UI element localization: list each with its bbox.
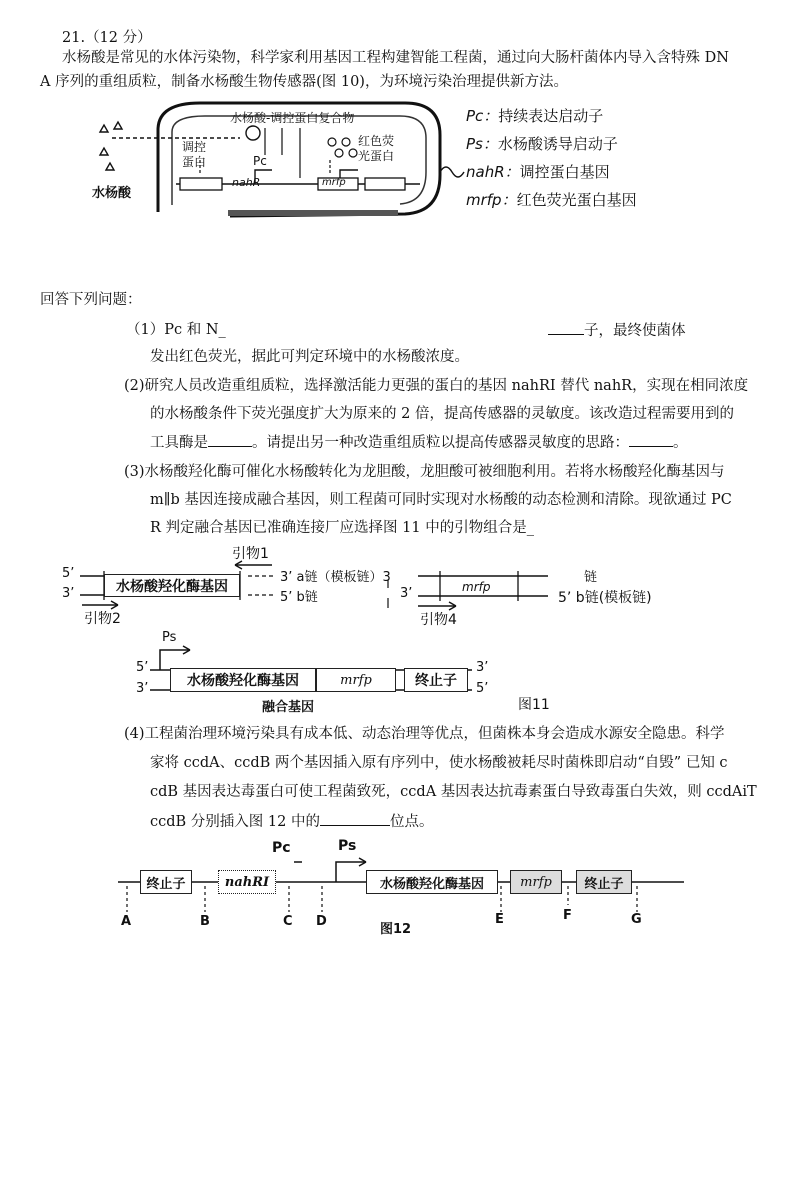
regulator-protein-label: 调控 蛋白 <box>182 140 207 169</box>
fig12-mrfp-box: mrfp <box>510 870 562 894</box>
q4-line-2: 家将 ccdA、ccdB 两个基因插入原有序列中，使水杨酸被耗尽时菌株即启动“自毁” 已知 c <box>150 755 728 771</box>
fig11-fusion-label: 融合基因 <box>262 700 315 715</box>
q1-line-2: 发出红色荧光，据此可判定环境中的水杨酸浓度。 <box>150 349 469 365</box>
fig12-site-b: B <box>200 914 210 929</box>
fig11-chain-top-right: 链 <box>584 570 598 585</box>
q2-line-2: 的水杨酸条件下荧光强度扩大为原来的 2 倍，提高传感器的灵敏度。该改造过程需要用到的 <box>150 406 734 422</box>
fig11-3-prime-fusion: 3’ <box>136 681 149 696</box>
fig11-fusion-mrfp-box: mrfp <box>316 668 396 692</box>
fig11-primer4: 引物4 <box>420 612 457 628</box>
fig12-site-g: G <box>631 912 642 927</box>
fig11-mrfp-right: mrfp <box>462 580 491 594</box>
pc-label: Pc <box>253 154 267 168</box>
fig11-5-prime-left: 5’ <box>62 566 75 581</box>
fig12-terminator-left: 终止子 <box>140 870 192 894</box>
question-score: （12 分） <box>85 30 152 46</box>
fig12-caption: 图12 <box>380 922 412 937</box>
fig11-caption: 图11 <box>518 697 550 713</box>
fig11-5-prime-end: 5’ <box>476 681 489 696</box>
answer-prompt: 回答下列问题： <box>40 292 142 308</box>
fig11-primer2: 引物2 <box>84 611 121 627</box>
fig12-ps-label: Ps <box>338 838 357 854</box>
fig11-b-chain-template: 5’ b链(模板链) <box>558 590 652 606</box>
mrfp-gene-label: mrfp <box>322 177 346 188</box>
fig11-3-prime-left: 3’ <box>62 586 75 601</box>
q3-line-3: R 判定融合基因已准确连接厂应选择图 11 中的引物组合是_ <box>150 520 534 536</box>
fig11-5-prime-fusion: 5’ <box>136 660 149 675</box>
fig12-pc-label: Pc <box>272 840 291 856</box>
fig12-site-f: F <box>563 908 572 923</box>
fig11-ps-label: Ps <box>162 630 177 645</box>
q4-line-4: ccdB 分别插入图 12 中的 位点。 <box>150 811 433 832</box>
nahR-gene-label: nahR <box>232 176 261 189</box>
fig12-nahR1-box: nahRI <box>218 870 276 894</box>
fig11-gene-box-left: 水杨酸羟化酶基因 <box>104 574 240 597</box>
q3-line-2: m∥b 基因连接成融合基因，则工程菌可同时实现对水杨酸的动态检测和清除。现欲通过 PC <box>150 492 732 508</box>
q4-line-3: cdB 基因表达毒蛋白可使工程菌致死，ccdA 基因表达抗毒素蛋白导致毒蛋白失效，则 ccdAiT <box>150 784 757 800</box>
fig12-terminator-right: 终止子 <box>576 870 632 894</box>
fig12-site-e: E <box>495 912 504 927</box>
q1-line-1: （1）Pc 和 N_ <box>126 322 226 338</box>
fig12-site-a: A <box>121 914 132 929</box>
fig11-primer1: 引物1 <box>232 546 269 562</box>
fig12-gene-box: 水杨酸羟化酶基因 <box>366 870 498 894</box>
q4-line-1: (4)工程菌治理环境污染具有成本低、动态治理等优点，但菌株本身会造成水源安全隐患。科学 <box>124 726 725 742</box>
intro-line-1: 水杨酸是常见的水体污染物，科学家利用基因工程构建智能工程菌，通过向大肠杆菌体内导入含特殊 DN <box>62 50 729 66</box>
red-protein-label: 红色荧 光蛋白 <box>358 134 395 163</box>
q1-line-1b: 子，最终使菌体 <box>548 320 686 341</box>
fig11-fusion-gene-box: 水杨酸羟化酶基因 <box>170 668 316 692</box>
intro-line-2: A 序列的重组质粒，制备水杨酸生物传感器(图 10)，为环境污染治理提供新方法。 <box>40 74 568 90</box>
q2-line-1: (2)研究人员改造重组质粒，选择激活能力更强的蛋白的基因 nahRI 替代 nahR，实现在相同浓度 <box>124 378 749 394</box>
question-number: 21.（12 分） <box>62 30 152 46</box>
fig12-site-d: D <box>316 914 327 929</box>
fig11-terminator-box: 终止子 <box>404 668 468 692</box>
complex-label: 水杨酸-调控蛋白复合物 <box>230 111 355 125</box>
salicylic-acid-label: 水杨酸 <box>92 186 132 201</box>
fig11-b-chain: 5’ b链 <box>280 590 318 605</box>
fig12-site-c: C <box>283 914 293 929</box>
fig11-a-chain: 3’ a链（模板链）3 <box>280 570 391 585</box>
q2-line-3: 工具酶是 。请提出另一种改造重组质粒以提高传感器灵敏度的思路： 。 <box>150 432 688 453</box>
fig11-3-prime-right: 3’ <box>400 586 413 601</box>
q3-line-1: (3)水杨酸羟化酶可催化水杨酸转化为龙胆酸，龙胆酸可被细胞利用。若将水杨酸羟化酶基因与 <box>124 464 725 480</box>
fig11-3-prime-end: 3’ <box>476 660 489 675</box>
